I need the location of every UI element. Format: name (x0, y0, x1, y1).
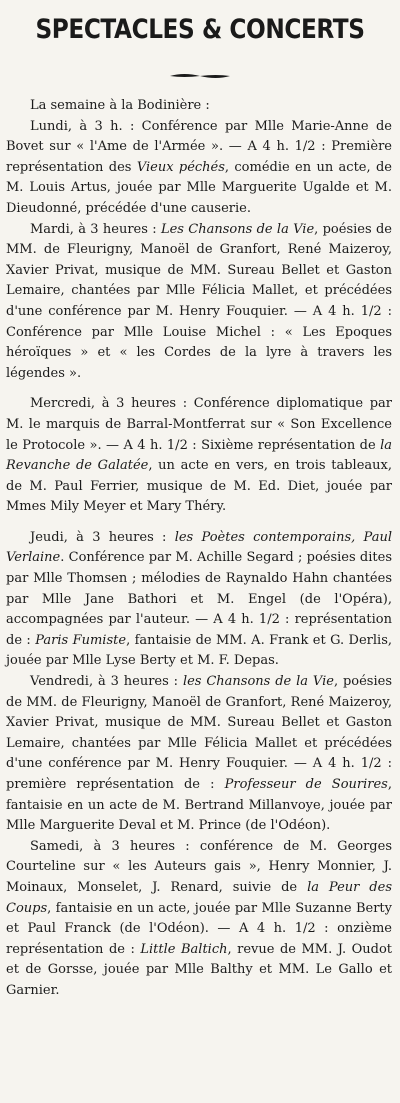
paragraph-samedi: Samedi, à 3 heures : conférence de M. Georges Courteline sur « les Auteurs gais », Henry Monnier, J. Moinaux, Monselet, J. Renard, suivie de la Peur des Coups, fantaisie en un acte, jouée par Mlle Suzanne Berty et Paul Franck (de l'Odéon). — A 4 h. 1/2 : onzième représentation de : Little Baltich, revue de MM. J. Oudot et de Gorsse, jouée par Mlle Balthy et MM. Le Gallo et Garnier. (6, 838, 393, 998)
paragraph-lundi: Lundi, à 3 h. : Conférence par Mlle Marie-Anne de Bovet sur « l'Ame de l'Armée ». — A 4 h. 1/2 : Première représentation des Vieux péchés, comédie en un acte, de M. Louis Artus, jouée par Mlle Marguerite Ugalde et M. Dieudonné, précédée d'une causerie. (6, 118, 392, 216)
article-body (6, 96, 392, 1002)
paragraph-vendredi: Vendredi, à 3 heures : les Chansons de la Vie, poésies de MM. de Fleurigny, Manoël de Granfort, René Maizeroy, Xavier Privat, musique de MM. Sureau Bellet et Gaston Lemaire, chantées par Mlle Félicia Mallet et précédées d'une conférence par M. Henry Fouquier. — A 4 h. 1/2 : première représentation de : Professeur de Sourires, fantaisie en un acte de M. Bertrand Millanvoye, jouée par Mlle Marguerite Deval et M. Prince (de l'Odéon). (6, 674, 392, 834)
intro-line: La semaine à la Bodinière : (30, 98, 210, 113)
paragraph-mardi: Mardi, à 3 heures : Les Chansons de la Vie, poésies de MM. de Fleurigny, Manoël de Granfort, René Maizeroy, Xavier Privat, musique de MM. Sureau Bellet et Gaston Lemaire, chantées par Mlle Félicia Mallet, et précédées d'une conférence par M. Henry Fouquier. — A 4 h. 1/2 : Conférence par Mlle Louise Michel : « Les Epoques héroïques » et « les Cordes de la lyre à travers les légendes ». (6, 221, 392, 381)
paragraph-jeudi: Jeudi, à 3 heures : les Poètes contemporains, Paul Verlaine. Conférence par M. Achille Segard ; poésies dites par Mlle Thomsen ; mélodies de Raynaldo Hahn chantées par Mlle Jane Bathori et M. Engel (de l'Opéra), accompagnées par l'auteur. — A 4 h. 1/2 : représentation de : Paris Fumiste, fantaisie de MM. A. Frank et G. Derlis, jouée par Mlle Lyse Berty et M. F. Depas. (6, 529, 392, 669)
paragraph-mercredi: Mercredi, à 3 heures : Conférence diplomatique par M. le marquis de Barral-Montferrat sur « Son Excellence le Protocole ». — A 4 h. 1/2 : Sixième représentation de la Revanche de Galatée, un acte en vers, en trois tableaux, de M. Paul Ferrier, musique de M. Ed. Diet, jouée par Mmes Mily Meyer et Mary Théry. (6, 396, 392, 515)
headline: SPECTACLES & CONCERTS (35, 14, 365, 45)
ornament-divider-icon (168, 70, 232, 82)
